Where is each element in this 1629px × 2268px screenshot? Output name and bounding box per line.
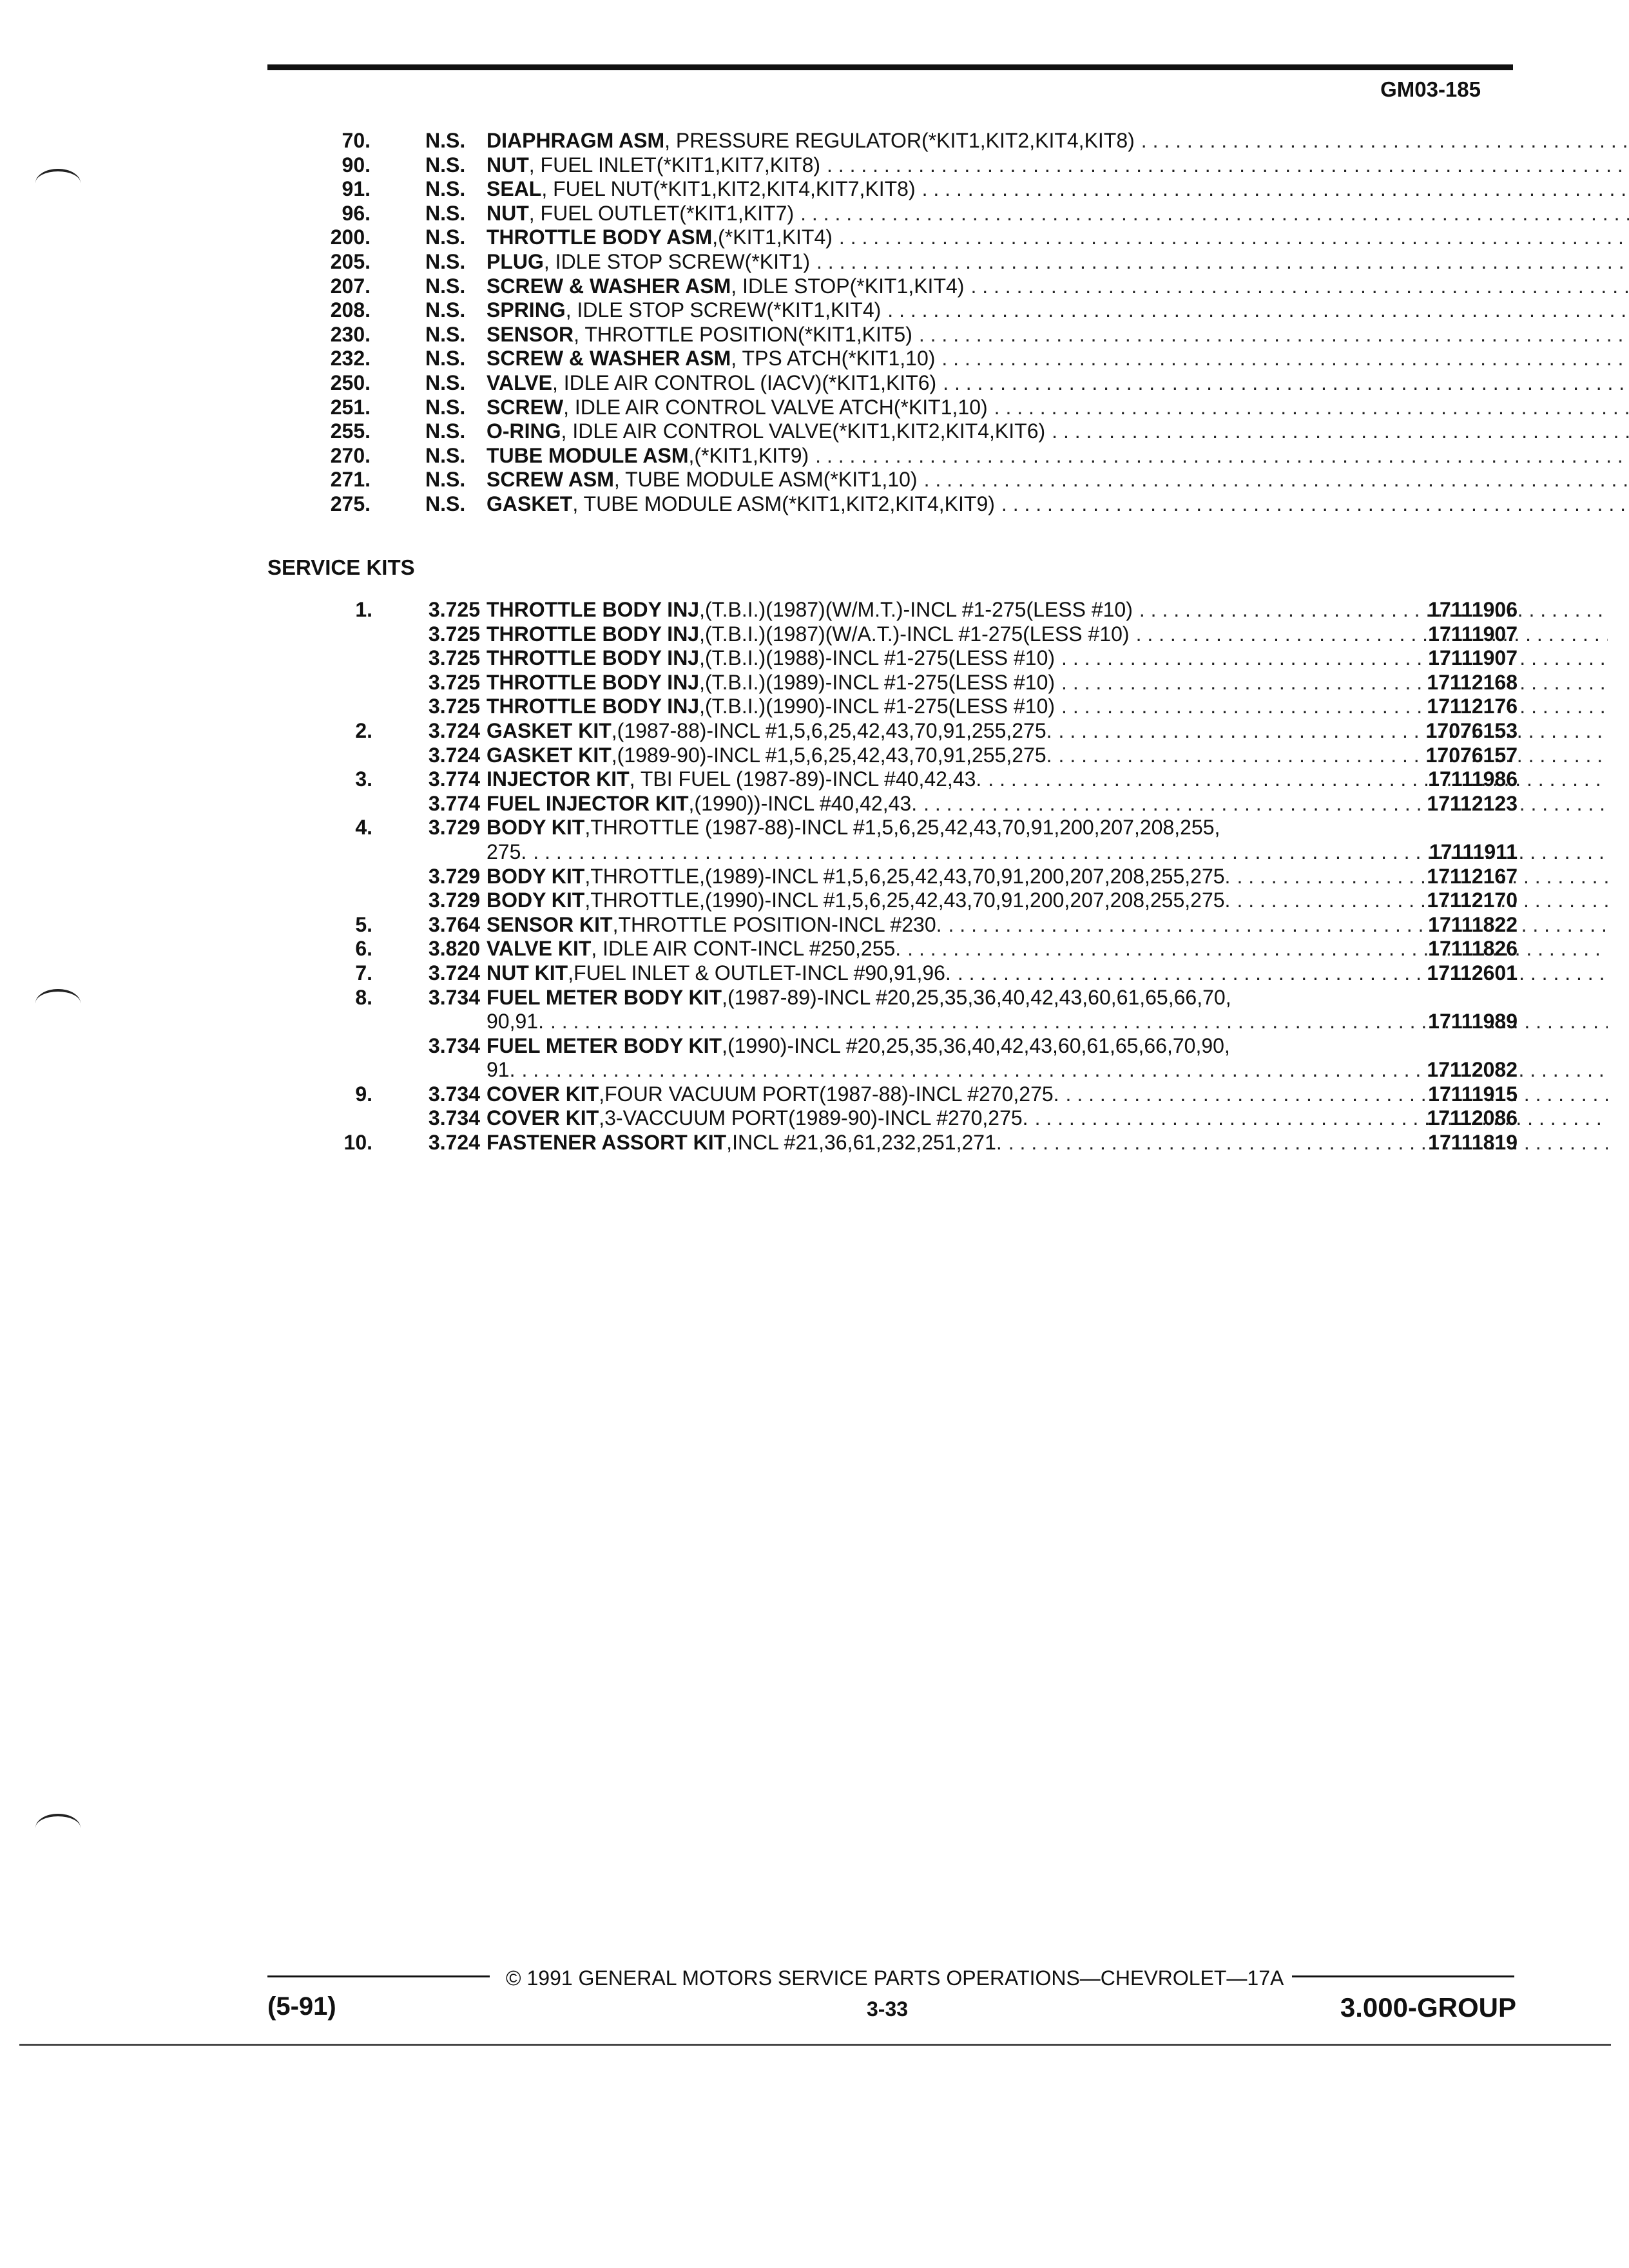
kit-number: 3.: [355, 767, 372, 791]
group-number: 3.734: [428, 1106, 480, 1130]
part-detail: , IDLE AIR CONTROL VALVE ATCH(*KIT1,10): [563, 395, 988, 419]
service-kits-list: [267, 598, 1518, 1155]
kit-name: GASKET KIT: [487, 718, 612, 742]
dot-leader: [924, 468, 1629, 492]
part-detail: , IDLE AIR CONTROL VALVE(*KIT1,KIT2,KIT4,KIT6): [561, 419, 1046, 443]
kit-detail: ,(T.B.I.)(1987)(W/M.T.)-INCL #1-275(LESS #10): [699, 598, 1133, 621]
group-number: 3.725: [428, 622, 480, 646]
kit-name: THROTTLE BODY INJ: [487, 622, 700, 646]
part-row: [267, 226, 1518, 250]
kit-name: FUEL METER BODY KIT: [487, 1033, 722, 1057]
kit-number: 10.: [343, 1131, 372, 1155]
part-name: SENSOR: [487, 322, 574, 346]
part-description: [487, 153, 1629, 178]
kit-row: [267, 865, 1518, 889]
dot-leader: [970, 274, 1629, 299]
part-name: O-RING: [487, 419, 561, 443]
part-name: NUT: [487, 153, 529, 177]
kit-detail: ,(T.B.I.)(1989)-INCL #1-275(LESS #10): [699, 670, 1055, 694]
section-title: SERVICE KITS: [267, 555, 415, 579]
dot-leader: [1059, 744, 1608, 768]
kit-row: [267, 646, 1518, 671]
part-description: [487, 226, 1629, 250]
part-row: [267, 298, 1518, 323]
kit-name: BODY KIT: [487, 864, 585, 888]
dot-leader: [941, 347, 1629, 371]
part-number: 17076153: [1425, 718, 1518, 742]
part-row: [267, 396, 1518, 420]
kit-row: [267, 986, 1518, 1010]
part-callout-number: 70.: [342, 129, 371, 152]
kit-detail-continued: 275.: [487, 840, 527, 863]
kit-name: GASKET KIT: [487, 743, 612, 767]
part-name: THROTTLE BODY ASM: [487, 226, 713, 249]
part-name: TUBE MODULE ASM: [487, 443, 689, 467]
not-serviced-flag: N.S.: [425, 177, 466, 201]
kit-name: FUEL METER BODY KIT: [487, 985, 722, 1009]
kit-name: COVER KIT: [487, 1106, 599, 1130]
footer-rule-right: [1292, 1975, 1514, 1977]
part-detail: , THROTTLE POSITION(*KIT1,KIT5): [574, 322, 912, 346]
revision-date: (5-91): [267, 1992, 336, 2021]
part-name: SCREW & WASHER ASM: [487, 274, 731, 298]
part-row: [267, 347, 1518, 371]
part-number: 17111911: [1429, 840, 1518, 863]
part-description: [487, 347, 1629, 371]
kit-description: [487, 986, 1608, 1010]
kit-detail: ,THROTTLE,(1990)-INCL #1,5,6,25,42,43,70,91,200,207,208,255,275.: [584, 889, 1231, 912]
part-callout-number: 90.: [342, 153, 371, 177]
kit-name: SENSOR KIT: [487, 912, 613, 936]
scan-artifact: [35, 1814, 81, 1842]
part-name: DIAPHRAGM ASM: [487, 129, 665, 152]
part-number: 17111819: [1428, 1131, 1518, 1155]
not-serviced-flag: N.S.: [425, 419, 466, 443]
part-name: NUT: [487, 201, 529, 225]
part-callout-number: 275.: [330, 492, 371, 515]
part-number: 17111907: [1428, 646, 1518, 670]
kit-number: 8.: [355, 985, 372, 1009]
part-number: 17112167: [1427, 864, 1518, 888]
kit-number: 1.: [355, 598, 372, 621]
part-description: [487, 250, 1629, 274]
kit-row: [267, 622, 1518, 647]
kit-detail: ,INCL #21,36,61,232,251,271.: [726, 1131, 1002, 1155]
part-row: [267, 274, 1518, 299]
part-name: PLUG: [487, 249, 544, 273]
kit-row: [267, 767, 1518, 792]
part-number: 17112168: [1427, 670, 1518, 694]
part-row: [267, 323, 1518, 347]
not-serviced-flag: N.S.: [425, 492, 466, 515]
not-serviced-flag: N.S.: [425, 395, 466, 419]
dot-leader: [815, 444, 1629, 468]
kit-detail: ,(T.B.I.)(1987)(W/A.T.)-INCL #1-275(LESS #10): [699, 622, 1130, 646]
dot-leader: [922, 177, 1629, 202]
part-callout-number: 251.: [330, 395, 371, 419]
group-number: 3.724: [428, 743, 480, 767]
part-row: [267, 177, 1518, 202]
part-name: GASKET: [487, 492, 573, 515]
kit-detail: ,3-VACCUUM PORT(1989-90)-INCL #270,275.: [599, 1106, 1028, 1130]
not-serviced-flag: N.S.: [425, 274, 466, 298]
kit-number: 4.: [355, 816, 372, 840]
not-serviced-flag: N.S.: [425, 443, 466, 467]
dot-leader: [943, 371, 1629, 396]
not-serviced-flag: N.S.: [425, 468, 466, 492]
part-number: 17111822: [1428, 912, 1518, 936]
group-number: 3.724: [428, 961, 480, 985]
kit-name: THROTTLE BODY INJ: [487, 695, 700, 718]
part-description: [487, 468, 1629, 492]
kit-row: [267, 961, 1518, 986]
kit-name: COVER KIT: [487, 1082, 599, 1106]
kit-name: VALVE KIT: [487, 937, 592, 961]
kit-detail: , IDLE AIR CONT-INCL #250,255.: [591, 937, 901, 961]
dot-leader: [1237, 865, 1608, 889]
kit-description: [487, 1034, 1608, 1059]
part-callout-number: 96.: [342, 201, 371, 225]
dot-leader: [1061, 646, 1608, 671]
kit-name: BODY KIT: [487, 816, 585, 840]
part-detail: , TUBE MODULE ASM(*KIT1,10): [613, 468, 918, 492]
not-serviced-flag: N.S.: [425, 129, 466, 152]
dot-leader: [839, 226, 1629, 250]
dot-leader: [1136, 622, 1608, 647]
part-description: [487, 298, 1629, 323]
kit-detail-continued: 90,91.: [487, 1010, 544, 1033]
part-number: 17112176: [1427, 695, 1518, 718]
part-number: 17112123: [1427, 791, 1518, 815]
kit-detail-continued: 91.: [487, 1058, 516, 1082]
part-description: [487, 492, 1629, 517]
kit-detail: ,FUEL INLET & OUTLET-INCL #90,91,96.: [568, 961, 951, 985]
kit-row: [267, 816, 1518, 840]
kit-row-continuation: [267, 1058, 1518, 1082]
dot-leader: [1237, 889, 1608, 913]
part-number: 17112601: [1427, 961, 1518, 985]
not-serviced-flag: N.S.: [425, 322, 466, 346]
part-detail: , TPS ATCH(*KIT1,10): [731, 347, 936, 370]
kit-name: BODY KIT: [487, 889, 585, 912]
group-number: 3.734: [428, 985, 480, 1009]
kit-detail: ,(1987-89)-INCL #20,25,35,36,40,42,43,60,61,65,66,70,: [722, 985, 1231, 1009]
part-callout-number: 232.: [330, 347, 371, 370]
part-description: [487, 177, 1629, 202]
part-callout-number: 255.: [330, 419, 371, 443]
part-row: [267, 202, 1518, 226]
part-detail: , PRESSURE REGULATOR(*KIT1,KIT2,KIT4,KIT8): [664, 129, 1135, 152]
dot-leader: [816, 250, 1629, 274]
dot-leader: [1061, 671, 1608, 695]
scan-artifact: [35, 989, 81, 1017]
kit-detail: ,THROTTLE (1987-88)-INCL #1,5,6,25,42,43,70,91,200,207,208,255,: [584, 816, 1220, 840]
kit-row: [267, 1131, 1518, 1155]
kit-number: 9.: [355, 1082, 372, 1106]
group-number: 3.774: [428, 791, 480, 815]
page-number: 3-33: [867, 1997, 909, 2021]
part-name: VALVE: [487, 370, 552, 394]
group-number: 3.725: [428, 646, 480, 670]
not-serviced-flag: N.S.: [425, 249, 466, 273]
group-number: 3.725: [428, 670, 480, 694]
part-row: [267, 129, 1518, 153]
dot-leader: [887, 298, 1629, 323]
part-number: 17111907: [1428, 622, 1518, 646]
kit-detail: ,(1987-88)-INCL #1,5,6,25,42,43,70,91,255,275.: [611, 718, 1052, 742]
not-serviced-flag: N.S.: [425, 153, 466, 177]
part-callout-number: 270.: [330, 443, 371, 467]
part-description: [487, 371, 1629, 396]
part-description: [487, 129, 1629, 153]
group-number: 3.774: [428, 767, 480, 791]
part-number: 17112170: [1427, 889, 1518, 912]
part-detail: , FUEL NUT(*KIT1,KIT2,KIT4,KIT7,KIT8): [541, 177, 916, 201]
kit-number: 7.: [355, 961, 372, 985]
kit-row: [267, 1034, 1518, 1059]
kit-detail: ,(1989-90)-INCL #1,5,6,25,42,43,70,91,255,275.: [611, 743, 1052, 767]
kit-row: [267, 1106, 1518, 1131]
kit-detail: ,(1990)-INCL #20,25,35,36,40,42,43,60,61,65,66,70,90,: [722, 1033, 1230, 1057]
part-description: [487, 444, 1629, 468]
kit-number: 6.: [355, 937, 372, 961]
group-number: 3.725: [428, 598, 480, 621]
part-callout-number: 271.: [330, 468, 371, 492]
kit-row: [267, 744, 1518, 768]
dot-leader: [1139, 598, 1608, 622]
part-callout-number: 250.: [330, 370, 371, 394]
kit-row: [267, 889, 1518, 913]
part-number: 17112086: [1427, 1106, 1518, 1130]
part-callout-number: 91.: [342, 177, 371, 201]
part-detail: , FUEL INLET(*KIT1,KIT7,KIT8): [528, 153, 821, 177]
kit-name: NUT KIT: [487, 961, 568, 985]
group-number: 3.729: [428, 864, 480, 888]
dot-leader: [1052, 419, 1629, 444]
dot-leader: [1008, 1131, 1608, 1155]
kit-name: THROTTLE BODY INJ: [487, 598, 700, 621]
kit-row: [267, 937, 1518, 961]
part-name: SCREW: [487, 395, 564, 419]
part-description: [487, 202, 1629, 226]
kit-name: THROTTLE BODY INJ: [487, 646, 700, 670]
part-detail: , IDLE STOP SCREW(*KIT1,KIT4): [565, 298, 882, 322]
kit-detail: , TBI FUEL (1987-89)-INCL #40,42,43.: [629, 767, 982, 791]
kit-row-continuation: [267, 840, 1518, 865]
group-number: 3.734: [428, 1033, 480, 1057]
part-name: SCREW & WASHER ASM: [487, 347, 731, 370]
part-row: [267, 419, 1518, 444]
not-serviced-flag: N.S.: [425, 347, 466, 370]
part-description: [487, 396, 1629, 420]
kit-row-continuation: [267, 1010, 1518, 1034]
kit-name: FUEL INJECTOR KIT: [487, 791, 689, 815]
group-number: 3.729: [428, 816, 480, 840]
kit-detail: ,THROTTLE POSITION-INCL #230.: [612, 912, 942, 936]
part-number: 17111906: [1428, 598, 1518, 621]
kit-name: INJECTOR KIT: [487, 767, 630, 791]
part-detail: , IDLE STOP(*KIT1,KIT4): [731, 274, 965, 298]
part-detail: ,(*KIT1,KIT4): [712, 226, 833, 249]
header-rule: [267, 64, 1513, 70]
dot-leader: [1061, 695, 1608, 719]
kit-number: 5.: [355, 912, 372, 936]
part-number: 17076157: [1425, 743, 1518, 767]
kit-description: [487, 816, 1608, 840]
dot-leader: [827, 153, 1629, 178]
group-number: 3.725: [428, 695, 480, 718]
scan-artifact: [35, 169, 81, 197]
part-callout-number: 207.: [330, 274, 371, 298]
dot-leader: [1059, 719, 1608, 744]
kit-name: THROTTLE BODY INJ: [487, 670, 700, 694]
part-detail: , IDLE STOP SCREW(*KIT1): [543, 249, 811, 273]
part-detail: , TUBE MODULE ASM(*KIT1,KIT2,KIT4,KIT9): [572, 492, 995, 515]
part-row: [267, 444, 1518, 468]
part-number: 17111989: [1428, 1010, 1518, 1033]
group-number: 3.724: [428, 718, 480, 742]
part-name: SCREW ASM: [487, 468, 614, 492]
part-row: [267, 492, 1518, 517]
kit-row: [267, 695, 1518, 719]
footer-rule-left: [267, 1975, 490, 1977]
dot-leader: [800, 202, 1629, 226]
dot-leader: [1066, 1082, 1608, 1107]
group-number: 3.820: [428, 937, 480, 961]
kit-row: [267, 671, 1518, 695]
part-callout-number: 205.: [330, 249, 371, 273]
not-serviced-flag: N.S.: [425, 370, 466, 394]
part-row: [267, 153, 1518, 178]
part-name: SEAL: [487, 177, 542, 201]
group-number: 3.734: [428, 1082, 480, 1106]
not-serviced-flag: N.S.: [425, 298, 466, 322]
dot-leader: [1001, 492, 1629, 517]
part-row: [267, 371, 1518, 396]
part-description: [487, 323, 1629, 347]
kit-detail: ,THROTTLE,(1989)-INCL #1,5,6,25,42,43,70,91,200,207,208,255,275.: [584, 864, 1231, 888]
group-code: 3.000-GROUP: [1340, 1992, 1516, 2023]
kit-row: [267, 598, 1518, 622]
page-bottom-rule: [19, 2044, 1611, 2046]
kit-detail: ,(T.B.I.)(1990)-INCL #1-275(LESS #10): [699, 695, 1055, 718]
part-number: 17111915: [1428, 1082, 1518, 1106]
not-serviced-flag: N.S.: [425, 226, 466, 249]
dot-leader: [1035, 1106, 1608, 1131]
kit-detail: ,(1990))-INCL #40,42,43.: [688, 791, 918, 815]
part-callout-number: 208.: [330, 298, 371, 322]
kit-name: FASTENER ASSORT KIT: [487, 1131, 727, 1155]
part-detail: ,(*KIT1,KIT9): [688, 443, 809, 467]
not-serviced-flag: N.S.: [425, 201, 466, 225]
part-number: 17111826: [1428, 937, 1518, 961]
dot-leader: [919, 323, 1629, 347]
group-number: 3.764: [428, 912, 480, 936]
parts-list: [267, 129, 1518, 517]
part-number: 17112082: [1427, 1058, 1518, 1082]
kit-number: 2.: [355, 718, 372, 742]
part-detail: , IDLE AIR CONTROL (IACV)(*KIT1,KIT6): [552, 370, 937, 394]
dot-leader: [1141, 129, 1629, 153]
part-name: SPRING: [487, 298, 566, 322]
part-detail: , FUEL OUTLET(*KIT1,KIT7): [528, 201, 795, 225]
dot-leader: [994, 396, 1629, 420]
group-number: 3.724: [428, 1131, 480, 1155]
group-number: 3.729: [428, 889, 480, 912]
kit-detail: ,(T.B.I.)(1988)-INCL #1-275(LESS #10): [699, 646, 1055, 670]
part-callout-number: 230.: [330, 322, 371, 346]
kit-row: [267, 1082, 1518, 1107]
kit-row: [267, 792, 1518, 816]
kit-detail: ,FOUR VACUUM PORT(1987-88)-INCL #270,275.: [599, 1082, 1059, 1106]
kit-row: [267, 719, 1518, 744]
part-description: [487, 274, 1629, 299]
part-row: [267, 468, 1518, 492]
page-code: GM03-185: [1380, 77, 1481, 101]
kit-row: [267, 913, 1518, 937]
part-number: 17111986: [1428, 767, 1518, 791]
part-row: [267, 250, 1518, 274]
part-callout-number: 200.: [330, 226, 371, 249]
part-description: [487, 419, 1629, 444]
copyright-notice: © 1991 GENERAL MOTORS SERVICE PARTS OPERATIONS—CHEVROLET—17A: [506, 1966, 1284, 1990]
